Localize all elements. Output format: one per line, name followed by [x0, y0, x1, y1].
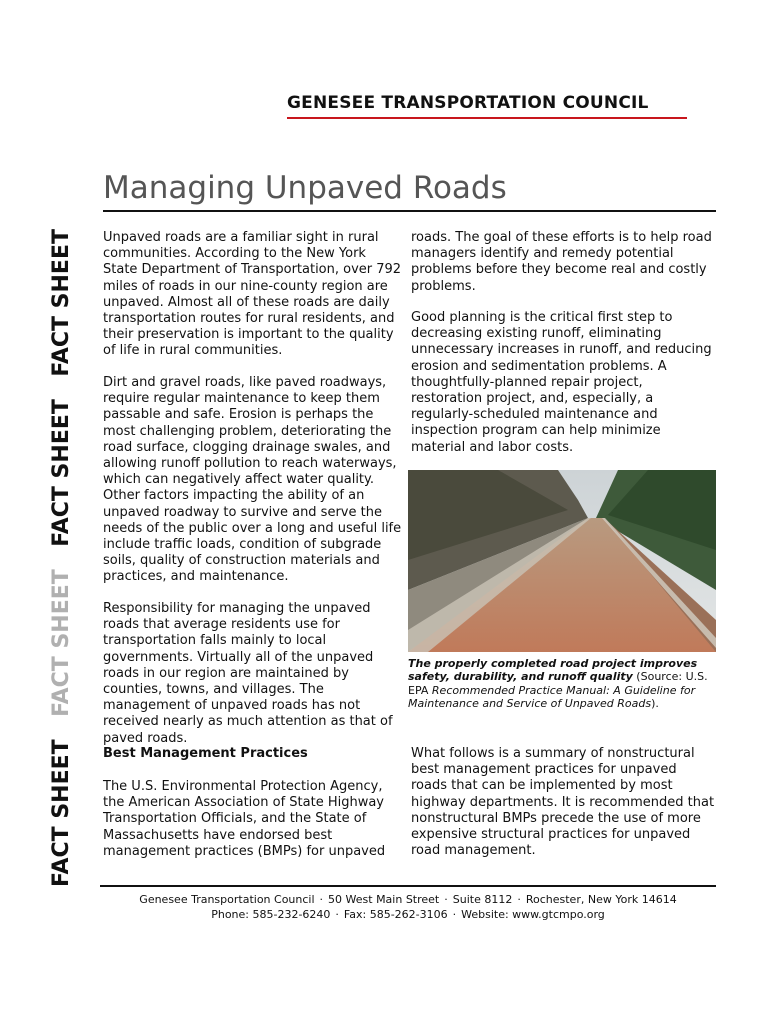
footer-separator: ·	[319, 893, 324, 906]
title-rule	[103, 210, 716, 212]
footer-website[interactable]: Website: www.gtcmpo.org	[461, 908, 605, 921]
footer-address	[100, 893, 716, 906]
fact-sheet-label-faded: FACT SHEET	[49, 569, 74, 717]
caption-source-close: ).	[651, 697, 659, 711]
fact-sheet-label: FACT SHEET	[49, 229, 74, 377]
photo-caption	[408, 657, 716, 711]
body-paragraph: Responsibility for managing the unpaved roads that average residents use for transportation falls mainly to local governments. Virtually all of the unpaved roads in our region are maintained by counties, towns, and villages. The management of unpaved roads has not received nearly as much attention as that of paved roads.	[103, 601, 393, 746]
body-paragraph: What follows is a summary of nonstructural best management practices for unpaved roads that can be implemented by most highway departments. It is recommended that nonstructural BMPs precede the use of more expensive structural practices for unpaved road management.	[411, 746, 715, 859]
footer-separator: ·	[444, 893, 448, 906]
header-red-rule	[287, 117, 687, 119]
caption-source: (Source: U.S. EPA	[408, 670, 708, 697]
page-title: Managing Unpaved Roads	[103, 170, 507, 206]
footer-org: Genesee Transportation Council	[139, 893, 315, 906]
caption-bold: The properly completed road project improves safety, durability, and runoff quality	[408, 657, 698, 684]
footer-street: 50 West Main Street	[328, 893, 440, 906]
fact-sheet-label: FACT SHEET	[49, 739, 74, 887]
footer-rule	[100, 885, 716, 887]
body-paragraph: Good planning is the critical first step to decreasing existing runoff, eliminating unnecessary increases in runoff, and reducing erosion and sedimentation problems. A thoughtfully-planned repair project, restoration project, and, especially, a regularly-scheduled maintenance and inspection program can help minimize material and labor costs.	[411, 310, 712, 455]
caption-source-title: Recommended Practice Manual: A Guideline for Maintenance and Service of Unpaved Roads	[408, 683, 696, 711]
body-paragraph: Dirt and gravel roads, like paved roadways, require regular maintenance to keep them passable and safe. Erosion is perhaps the most challenging problem, deteriorating the road surface, clogging drainage swales, and allowing runoff pollution to reach waterways, which can negatively affect water quality. Other factors impacting the ability of an unpaved roadway to survive and serve the needs of the public over a long and useful life include traffic loads, condition of subgrade soils, quality of construction materials and practices, and maintenance.	[103, 375, 402, 585]
body-paragraph: Unpaved roads are a familiar sight in rural communities. According to the New York State Department of Transportation, over 792 miles of roads in our nine-county region are unpaved. Almost all of these roads are daily transportation routes for rural residents, and their preservation is important to the quality of life in rural communities.	[103, 230, 402, 359]
footer-separator: ·	[517, 893, 521, 906]
footer-fax: Fax: 585-262-3106	[343, 908, 448, 921]
footer-separator: ·	[452, 908, 457, 921]
footer-separator: ·	[335, 908, 339, 921]
footer-suite: Suite 8112	[452, 893, 513, 906]
organization-name: GENESEE TRANSPORTATION COUNCIL	[287, 93, 649, 113]
footer-city: Rochester, New York 14614	[525, 893, 677, 906]
section-heading: Best Management Practices	[103, 746, 308, 761]
fact-sheet-sidebar	[48, 229, 76, 887]
body-paragraph: The U.S. Environmental Protection Agency, the American Association of State Highway Transportation Officials, and the State of Massachusetts have endorsed best management practices (BMPs) for unpaved	[103, 779, 386, 859]
body-paragraph: roads. The goal of these efforts is to help road managers identify and remedy potential problems before they become real and costly problems.	[411, 230, 712, 294]
unpaved-road-photo	[408, 470, 716, 652]
footer-phone: Phone: 585-232-6240	[211, 908, 331, 921]
fact-sheet-label: FACT SHEET	[49, 399, 74, 547]
footer-contact	[100, 908, 716, 921]
